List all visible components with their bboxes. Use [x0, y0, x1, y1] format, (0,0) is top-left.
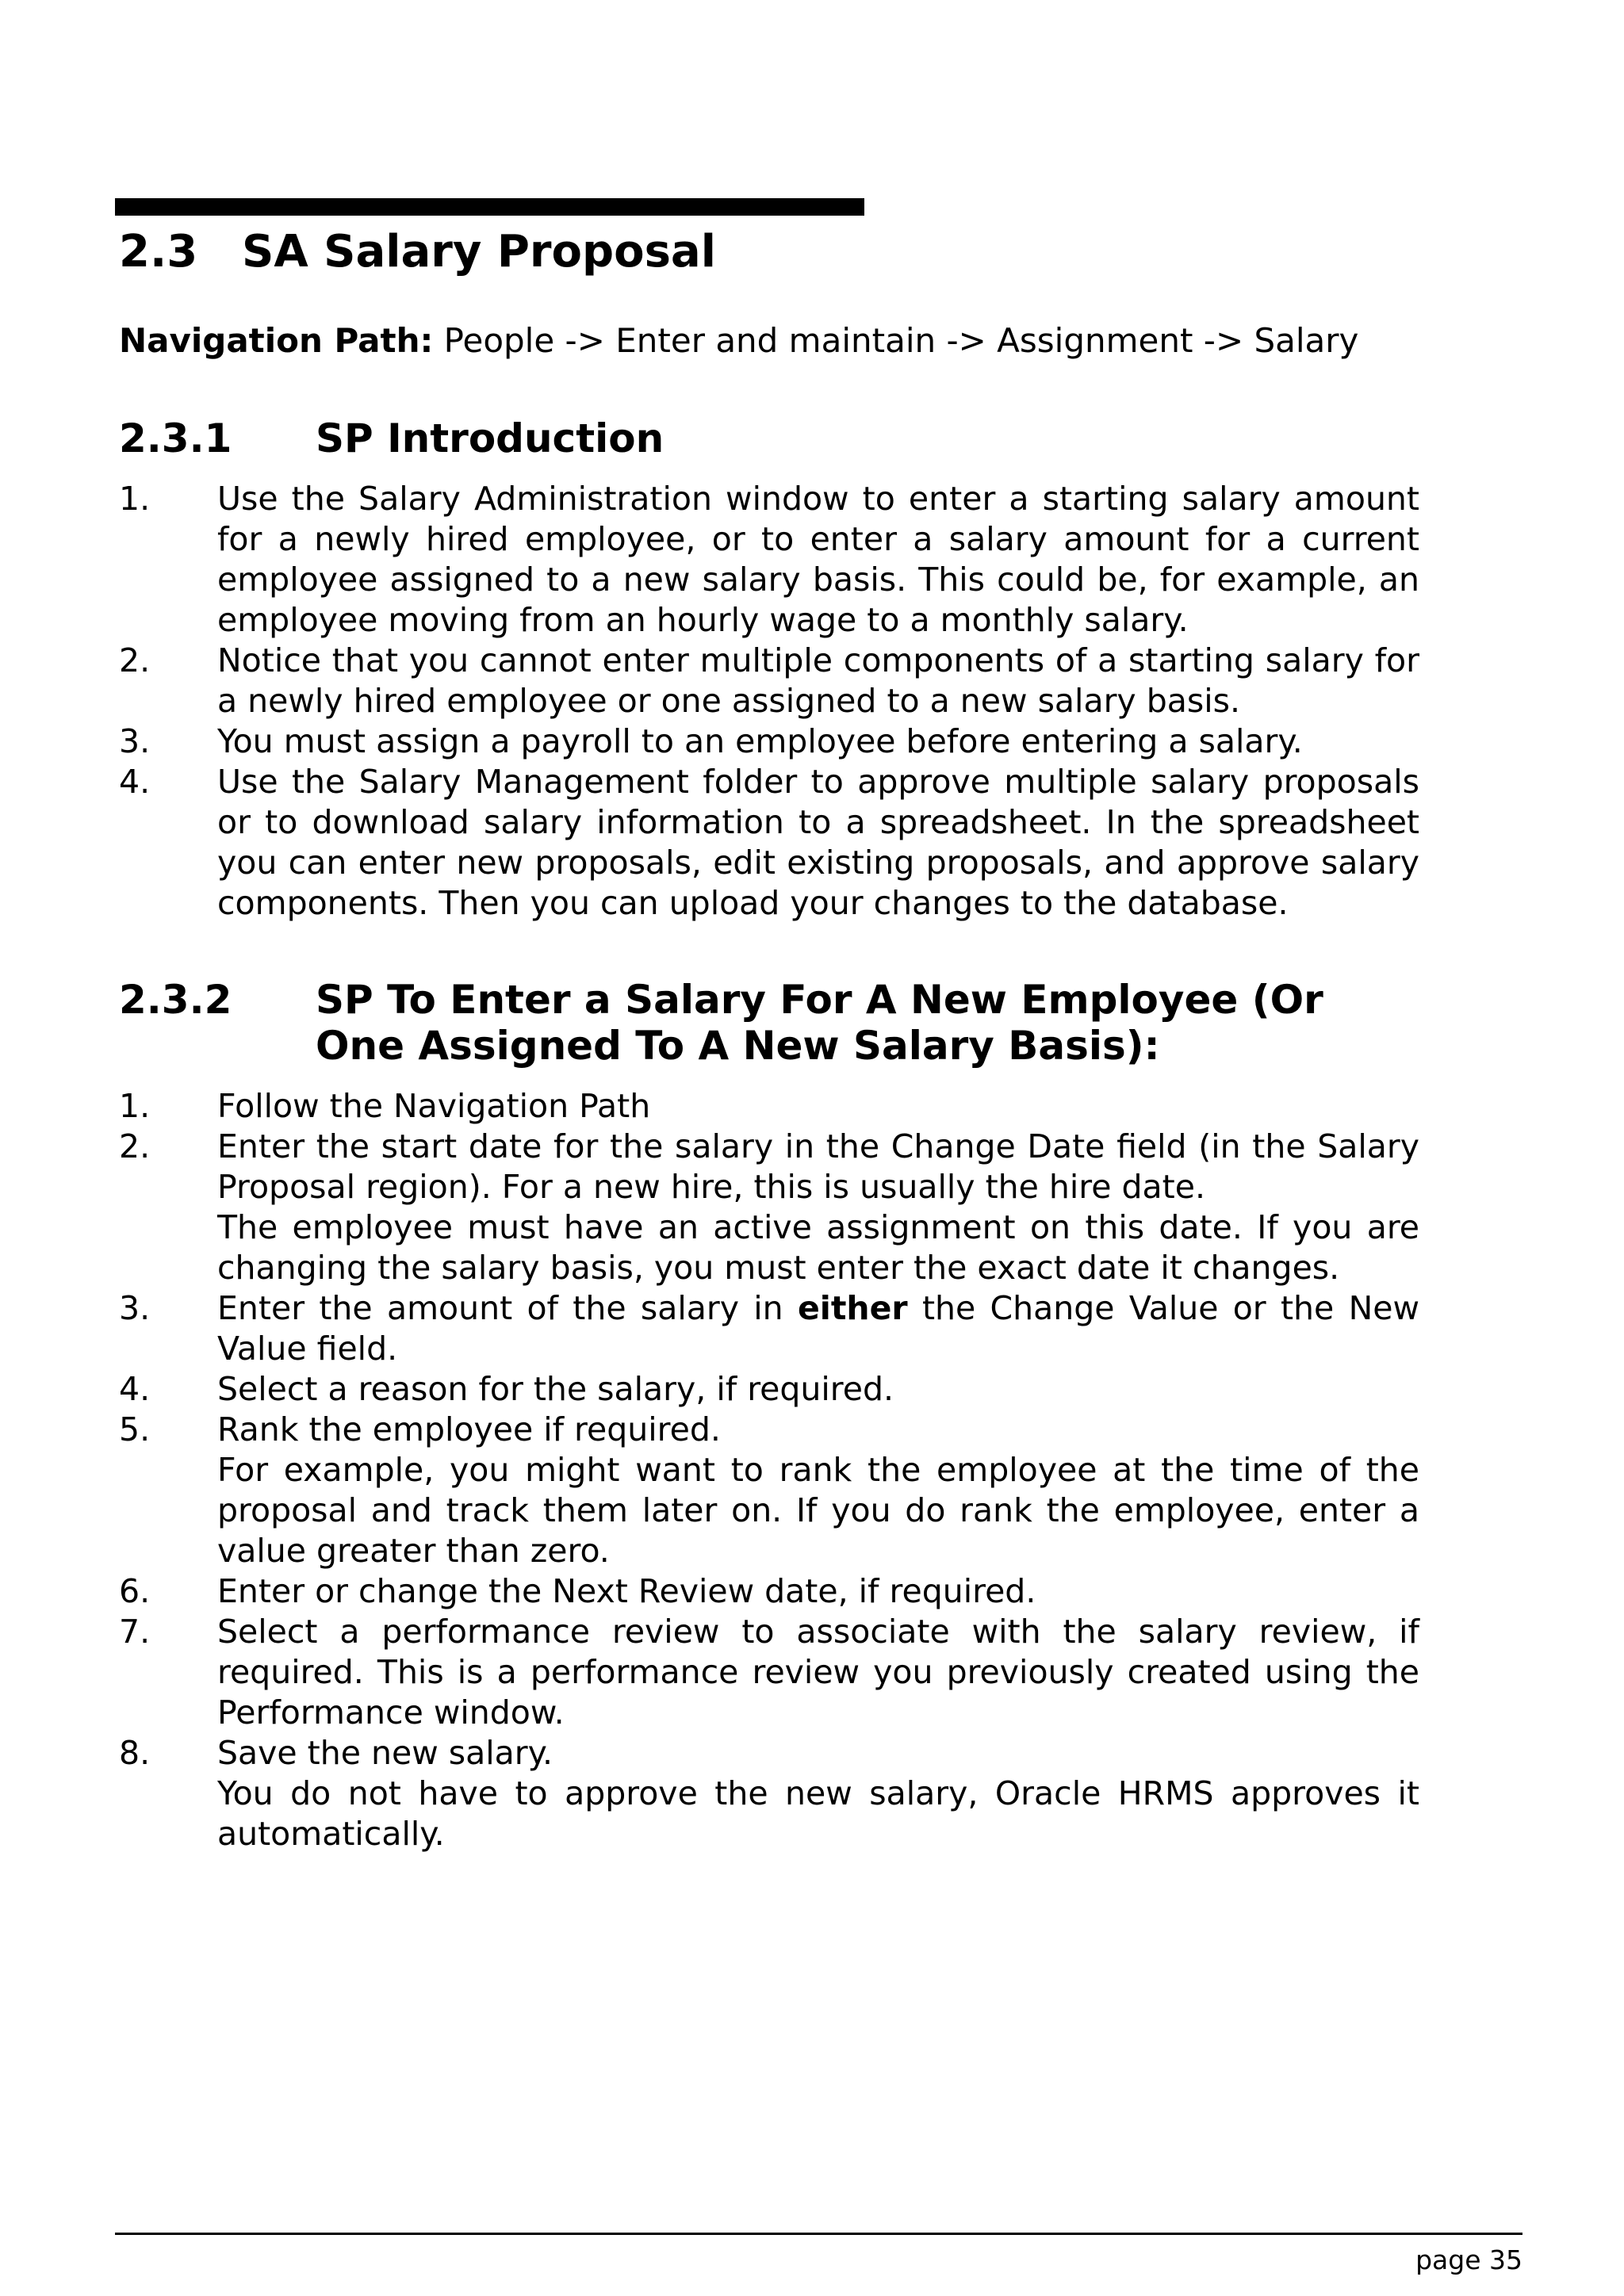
- introduction-list: [119, 479, 1419, 924]
- list-item-text: Use the Salary Administration window to enter a starting salary amount for a newly hired employee, or to enter a salary amount for a current employee assigned to a new salary basis. This could be, for example, an employee moving from an hourly wage to a monthly salary.: [217, 480, 1419, 639]
- page-number: page 35: [1415, 2244, 1522, 2275]
- list-item-text: Use the Salary Management folder to approve multiple salary proposals or to download salary information to a spreadsheet. In the spreadsheet you can enter new proposals, edit existing proposals, and approve salary components. Then you can upload your changes to the database.: [217, 763, 1419, 922]
- list-marker: 2.: [119, 1127, 151, 1165]
- procedure-steps-list: [119, 1086, 1419, 1854]
- list-item-text: Notice that you cannot enter multiple components of a starting salary for a newly hired employee or one assigned to a new salary basis.: [217, 641, 1419, 720]
- list-item: [119, 1369, 1419, 1410]
- list-item: [119, 1410, 1419, 1571]
- list-item: [119, 1612, 1419, 1733]
- list-item: [119, 721, 1419, 762]
- list-item-text: Select a performance review to associate with the salary review, if required. This is a performance review you previously created using the Performance window.: [217, 1613, 1419, 1732]
- list-item: [119, 1127, 1419, 1288]
- subsection-number: 2.3.1: [119, 415, 232, 461]
- navigation-path: [119, 319, 1358, 363]
- section-header-bar: [115, 198, 864, 216]
- list-marker: 3.: [119, 722, 151, 760]
- navigation-path-value: People -> Enter and maintain -> Assignment -> Salary: [433, 321, 1359, 360]
- list-item-text: the Change Value or the New Value field.: [217, 1289, 1419, 1368]
- list-marker: 2.: [119, 641, 151, 679]
- list-item: [119, 1086, 1419, 1127]
- subsection-heading-new-employee-salary: [119, 977, 1419, 1069]
- list-marker: 5.: [119, 1410, 151, 1448]
- list-marker: 4.: [119, 1370, 151, 1408]
- list-item-text: Save the new salary.: [217, 1734, 553, 1772]
- list-item-text: Rank the employee if required.: [217, 1410, 721, 1448]
- section-title: SA Salary Proposal: [242, 226, 716, 277]
- list-marker: 3.: [119, 1289, 151, 1327]
- list-marker: 4.: [119, 763, 151, 801]
- list-marker: 1.: [119, 480, 151, 518]
- section-heading: [119, 224, 716, 281]
- subsection-title: SP Introduction: [316, 415, 665, 461]
- list-item-continuation: The employee must have an active assignment on this date. If you are changing the salary basis, you must enter the exact date it changes.: [217, 1208, 1419, 1287]
- subsection-heading-introduction: [119, 415, 1419, 461]
- list-item: [119, 1733, 1419, 1854]
- list-item-text: Enter the start date for the salary in the Change Date field (in the Salary Proposal region). For a new hire, this is usually the hire date.: [217, 1127, 1419, 1206]
- section-number: 2.3: [119, 226, 198, 277]
- list-item-text: Enter or change the Next Review date, if required.: [217, 1572, 1036, 1610]
- list-item-text: Select a reason for the salary, if required.: [217, 1370, 894, 1408]
- list-item-continuation: For example, you might want to rank the employee at the time of the proposal and track them later on. If you do rank the employee, enter a value greater than zero.: [217, 1451, 1419, 1570]
- list-item-text: Follow the Navigation Path: [217, 1087, 651, 1125]
- list-item: [119, 762, 1419, 924]
- navigation-path-label: Navigation Path:: [119, 321, 434, 360]
- list-item-text: Enter the amount of the salary in: [217, 1289, 798, 1327]
- list-marker: 8.: [119, 1734, 151, 1772]
- list-item-text: You must assign a payroll to an employee before entering a salary.: [217, 722, 1303, 760]
- subsection-title: SP To Enter a Salary For A New Employee (Or One Assigned To A New Salary Basis):: [316, 977, 1323, 1069]
- list-item: [119, 641, 1419, 721]
- footer-divider: [115, 2233, 1522, 2235]
- emphasis-text: either: [797, 1289, 908, 1327]
- list-item: [119, 1571, 1419, 1612]
- list-item-continuation: You do not have to approve the new salary, Oracle HRMS approves it automatically.: [217, 1774, 1419, 1853]
- list-item: [119, 1288, 1419, 1369]
- list-item: [119, 479, 1419, 641]
- subsection-number: 2.3.2: [119, 977, 232, 1023]
- list-marker: 7.: [119, 1613, 151, 1651]
- list-marker: 1.: [119, 1087, 151, 1125]
- list-marker: 6.: [119, 1572, 151, 1610]
